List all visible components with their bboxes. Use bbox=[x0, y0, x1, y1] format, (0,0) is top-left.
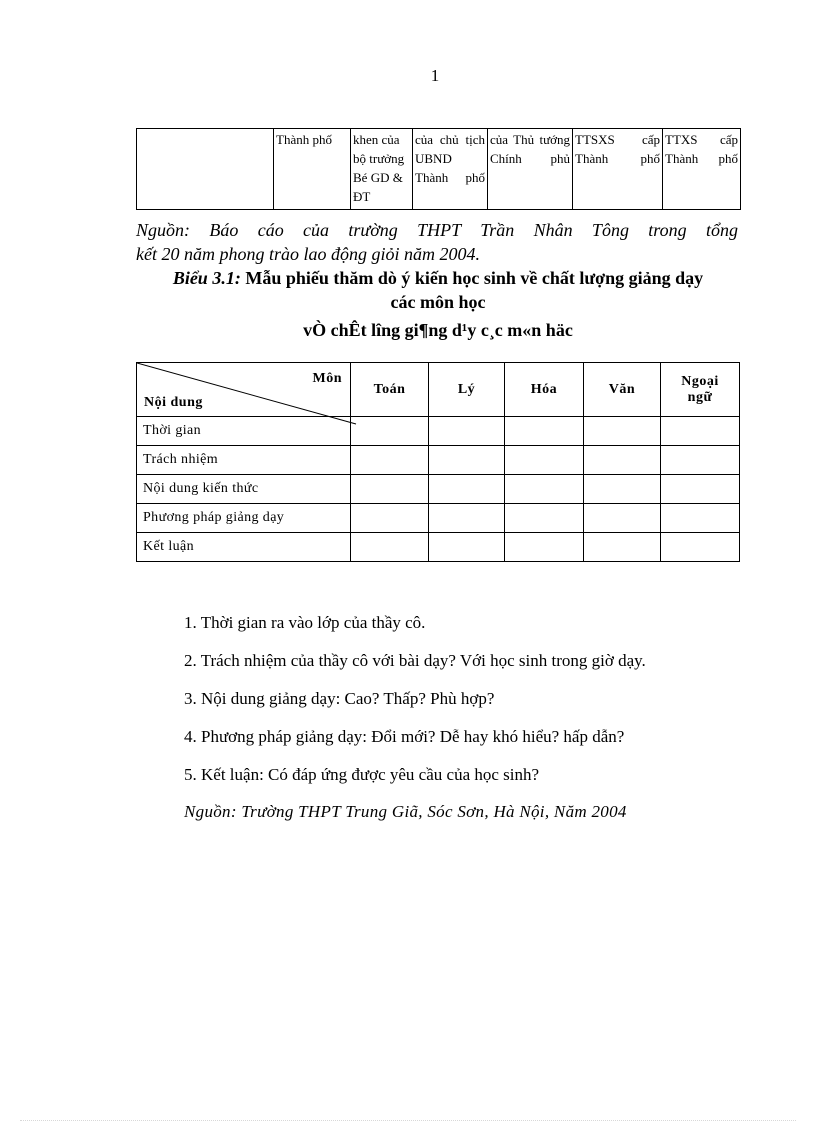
caption-label: Biểu 3.1: bbox=[172, 268, 241, 288]
table-cell bbox=[429, 446, 505, 475]
table-cell bbox=[584, 504, 661, 533]
table-cell bbox=[661, 533, 740, 562]
list-item: 3. Nội dung giảng dạy: Cao? Thấp? Phù hợp? bbox=[184, 689, 495, 708]
source-note: Nguồn: Trường THPT Trung Giã, Sóc Sơn, Hà Nội, Năm 2004 bbox=[184, 802, 627, 821]
caption-text: Mẫu phiếu thăm dò ý kiến học sinh về chất lượng giảng dạy bbox=[240, 268, 704, 288]
table-row bbox=[137, 129, 741, 210]
column-header: Lý bbox=[429, 363, 505, 417]
column-group-label: Môn bbox=[312, 371, 342, 386]
table-cell bbox=[661, 475, 740, 504]
figure-caption-line2: các môn học bbox=[390, 292, 486, 312]
table-cell bbox=[351, 417, 429, 446]
list-item: 2. Trách nhiệm của thầy cô với bài dạy? Với học sinh trong giờ dạy. bbox=[184, 651, 646, 670]
table-cell bbox=[351, 504, 429, 533]
column-header: Toán bbox=[351, 363, 429, 417]
table-header-row bbox=[137, 363, 740, 417]
table-cell: Thành phố bbox=[274, 129, 351, 210]
column-header: Văn bbox=[584, 363, 661, 417]
page-number: 1 bbox=[430, 66, 440, 85]
diagonal-header-cell bbox=[137, 363, 351, 417]
row-label: Kết luận bbox=[137, 533, 351, 562]
table-row bbox=[137, 504, 740, 533]
question-list bbox=[184, 604, 646, 794]
row-label: Thời gian bbox=[137, 417, 351, 446]
survey-table bbox=[136, 362, 740, 562]
table-cell bbox=[351, 475, 429, 504]
table-cell bbox=[505, 475, 584, 504]
table-cell bbox=[429, 417, 505, 446]
table-row bbox=[137, 533, 740, 562]
garbled-caption: vÒ chÊt lîng gi¶ng d¹y c¸c m«n häc bbox=[303, 320, 573, 340]
table-cell: của Thủ tướng Chính phủ bbox=[488, 129, 573, 210]
list-item: 4. Phương pháp giảng dạy: Đổi mới? Dễ hay khó hiểu? hấp dẫn? bbox=[184, 727, 625, 746]
table-cell: của chủ tịch UBND Thành phố bbox=[413, 129, 488, 210]
table-cell bbox=[351, 446, 429, 475]
table-cell bbox=[351, 533, 429, 562]
row-group-label: Nội dung bbox=[144, 395, 203, 410]
table-cell bbox=[429, 475, 505, 504]
source-note-line1: Nguồn: Báo cáo của trường THPT Trần Nhân Tông trong tổng bbox=[136, 220, 738, 240]
awards-table bbox=[136, 128, 741, 210]
table-cell bbox=[661, 446, 740, 475]
column-header: Ngoại ngữ bbox=[661, 363, 740, 417]
table-cell bbox=[505, 533, 584, 562]
list-item: 5. Kết luận: Có đáp ứng được yêu cầu của học sinh? bbox=[184, 765, 540, 784]
table-cell bbox=[429, 504, 505, 533]
row-label: Phương pháp giảng dạy bbox=[137, 504, 351, 533]
table-cell bbox=[429, 533, 505, 562]
row-label: Nội dung kiến thức bbox=[137, 475, 351, 504]
column-header: Hóa bbox=[505, 363, 584, 417]
table-cell: TTXS cấp Thành phố bbox=[663, 129, 741, 210]
table-cell bbox=[584, 475, 661, 504]
page-divider bbox=[20, 1120, 796, 1121]
table-row bbox=[137, 446, 740, 475]
table-cell bbox=[584, 533, 661, 562]
table-cell bbox=[505, 446, 584, 475]
table-cell: khen của bộ trưởng Bé GD & ĐT bbox=[351, 129, 413, 210]
table-cell bbox=[584, 446, 661, 475]
source-note-line2: kết 20 năm phong trào lao động giỏi năm 2004. bbox=[136, 244, 480, 264]
table-cell bbox=[661, 417, 740, 446]
figure-caption bbox=[136, 266, 740, 291]
table-cell bbox=[505, 504, 584, 533]
row-label: Trách nhiệm bbox=[137, 446, 351, 475]
table-cell bbox=[584, 417, 661, 446]
table-cell bbox=[505, 417, 584, 446]
list-item: 1. Thời gian ra vào lớp của thầy cô. bbox=[184, 613, 426, 632]
table-cell: TTSXS cấp Thành phố bbox=[573, 129, 663, 210]
table-row bbox=[137, 475, 740, 504]
table-cell bbox=[661, 504, 740, 533]
table-cell bbox=[137, 129, 274, 210]
